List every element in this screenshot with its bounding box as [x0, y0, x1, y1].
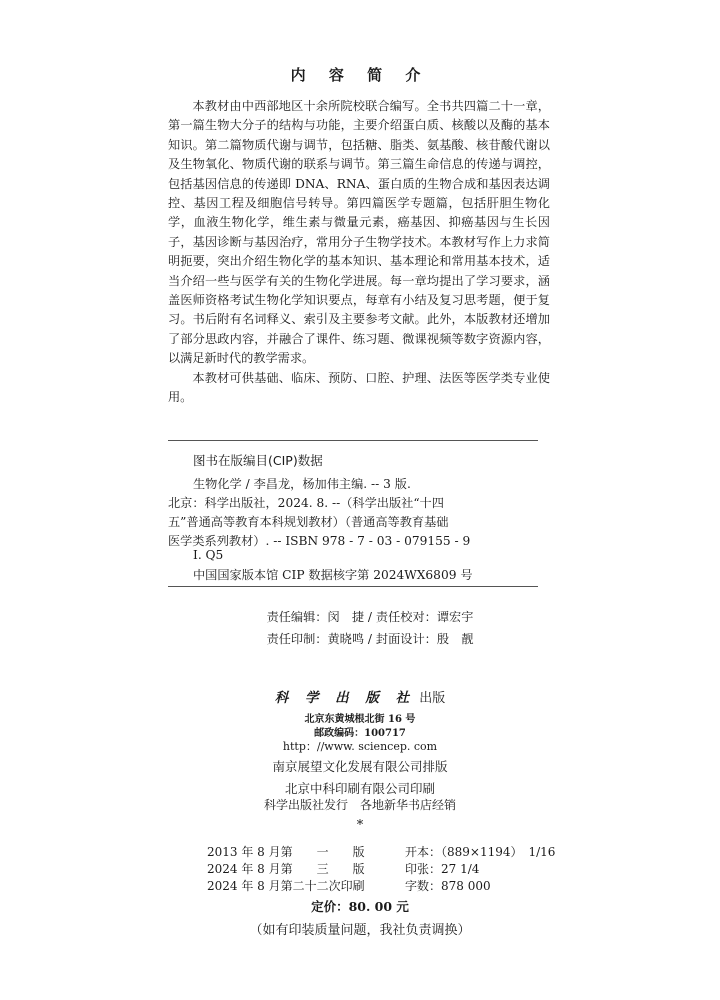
publisher-url: http：//www. sciencep. com	[282, 740, 438, 753]
edition-spec: 印张：27 1/4	[405, 862, 480, 876]
edition-date: 2024 年 8 月第二十二次印刷	[207, 879, 365, 893]
publisher-logo: 科 学 出 版 社	[274, 690, 416, 706]
intro-body	[168, 97, 550, 408]
edition-spec: 字数：878 000	[405, 879, 491, 893]
typesetter: 南京展望文化发展有限公司排版	[272, 759, 448, 774]
edition-date: 2013 年 8 月第 一 版	[207, 845, 365, 859]
publisher-suffix: 出版	[419, 691, 446, 706]
intro-paragraph: 本教材可供基础、临床、预防、口腔、护理、法医等医学类专业使用。	[168, 370, 550, 405]
publisher-postcode: 邮政编码：100717	[314, 728, 406, 739]
intro-title: 内 容 简 介	[290, 66, 430, 84]
edition-row	[207, 860, 479, 877]
cip-line: 生物化学 / 李昌龙，杨加伟主编. -- 3 版.	[193, 477, 411, 491]
printer: 北京中科印刷有限公司印刷	[284, 781, 435, 796]
cip-line: 中国国家版本馆 CIP 数据核字第 2024WX6809 号	[193, 568, 473, 582]
editor-credits	[0, 606, 720, 650]
separator-star: *	[356, 818, 364, 833]
edition-row	[207, 843, 555, 860]
cip-title: 图书在版编目(CIP)数据	[193, 453, 323, 468]
cip-line: 北京：科学出版社，2024. 8. --（科学出版社“十四	[168, 496, 444, 510]
price: 定价：80. 00 元	[311, 899, 409, 914]
editor-line: 责任印制：黄晓鸣 / 封面设计：殷 靓	[266, 632, 474, 646]
cip-line: 医学类系列教材）. -- ISBN 978 - 7 - 03 - 079155 - 9	[168, 534, 471, 548]
quality-notice: （如有印装质量问题，我社负责调换）	[249, 923, 471, 938]
edition-date: 2024 年 8 月第 三 版	[207, 862, 365, 876]
edition-row	[207, 877, 491, 894]
cip-line: Ⅰ. Q5	[193, 548, 224, 562]
editor-line: 责任编辑：闵 捷 / 责任校对：谭宏宇	[266, 610, 474, 624]
cip-line: 五”普通高等教育本科规划教材）（普通高等教育基础	[168, 515, 449, 529]
divider-top	[168, 440, 538, 441]
distribution: 科学出版社发行 各地新华书店经销	[263, 798, 456, 812]
publisher-line	[0, 686, 720, 706]
publisher-address: 北京东黄城根北街 16 号	[304, 714, 416, 725]
intro-paragraph: 本教材由中西部地区十余所院校联合编写。全书共四篇二十一章，第一篇生物大分子的结构与功能，主要介绍蛋白质、核酸以及酶的基本知识。第二篇物质代谢与调节，包括糖、脂类、氨基酸、核苷酸代谢以及生物氧化、物质代谢的联系与调节。第三篇生命信息的传递与调控，包括基因信息的传递即 DNA、RNA、蛋白质的生物合成和基因表达调控、基因工程及细胞信号转导。第四篇医学专题篇，包括肝胆生物化学，血液生物化学，维生素与微量元素，癌基因、抑癌基因与生长因子，基因诊断与基因治疗，常用分子生物学技术。本教材写作上力求简明扼要，突出介绍生物化学的基本知识、基本理论和常用基本技术，适当介绍一些与医学有关的生物化学进展。每一章均提出了学习要求，涵盖医师资格考试生物化学知识要点，每章有小结及复习思考题，便于复习。书后附有名词释义、索引及主要参考文献。此外，本版教材还增加了部分思政内容，并融合了课件、练习题、微课视频等数字资源内容，以满足新时代的教学需求。	[168, 99, 550, 366]
divider-bottom	[168, 586, 538, 587]
edition-spec: 开本：（889×1194） 1/16	[405, 845, 556, 859]
